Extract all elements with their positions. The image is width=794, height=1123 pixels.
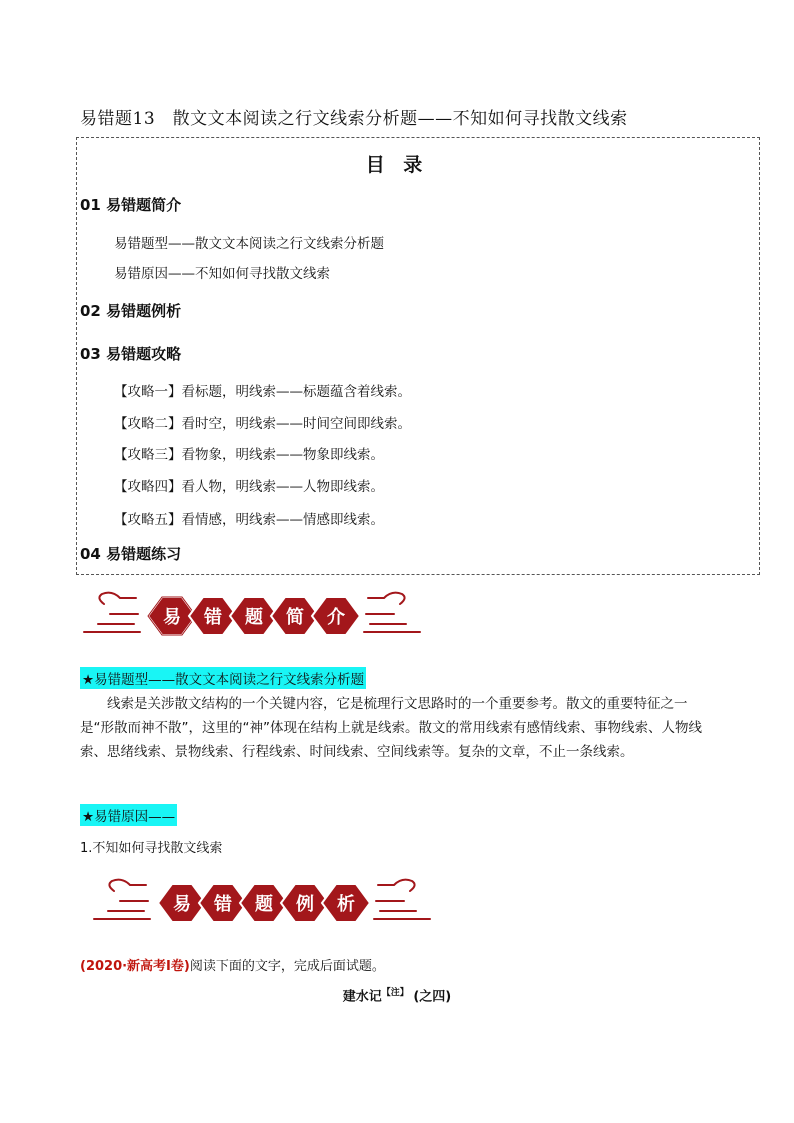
banner1-char-1: 易 <box>163 607 181 628</box>
example-source: (2020·新高考Ⅰ卷) <box>80 959 190 974</box>
example-instruction: 阅读下面的文字，完成后面试题。 <box>189 959 385 974</box>
toc-intro-item-type: 易错题型——散文文本阅读之行文线索分析题 <box>114 236 384 252</box>
type-section-label: ★易错题型——散文文本阅读之行文线索分析题 <box>80 667 366 689</box>
essay-note-marker: 【注】 <box>381 988 409 998</box>
essay-suffix: (之四) <box>413 989 452 1005</box>
toc-strategy-5: 【攻略五】看情感，明线索——情感即线索。 <box>114 512 384 528</box>
section-banner-intro <box>82 586 422 646</box>
banner1-char-2: 错 <box>204 607 222 628</box>
reason-item: 1.不知如何寻找散文线索 <box>80 841 223 856</box>
section-banner-example <box>92 873 432 933</box>
toc-heading: 目 录 <box>365 154 429 176</box>
banner1-char-5: 介 <box>327 607 345 628</box>
essay-title-line <box>0 985 794 1004</box>
toc-strategy-4: 【攻略四】看人物，明线索——人物即线索。 <box>114 479 384 495</box>
type-section-paragraph: 线索是关涉散文结构的一个关键内容，它是梳理行文思路时的一个重要参考。散文的重要特征之一是“形散而神不散”，这里的“神”体现在结构上就是线索。散文的常用线索有感情线索、事物线索、人物线索、思绪线索、景物线索、行程线索、时间线索、空间线索等。复杂的文章，不止一条线索。 <box>80 696 702 760</box>
essay-title: 建水记 <box>342 989 382 1005</box>
reason-section-label: ★易错原因—— <box>80 804 177 826</box>
toc-section-intro: 01 易错题简介 <box>80 196 182 214</box>
banner2-char-1: 易 <box>173 894 191 915</box>
banner1-char-4: 简 <box>286 607 304 628</box>
document-title: 易错题13 散文文本阅读之行文线索分析题——不知如何寻找散文线索 <box>80 109 628 129</box>
toc-section-example: 02 易错题例析 <box>80 302 182 320</box>
toc-section-practice: 04 易错题练习 <box>80 545 182 563</box>
toc-intro-item-reason: 易错原因——不知如何寻找散文线索 <box>114 266 330 282</box>
banner2-char-5: 析 <box>337 894 355 915</box>
toc-strategy-3: 【攻略三】看物象，明线索——物象即线索。 <box>114 447 384 463</box>
example-source-line <box>80 955 385 974</box>
toc-strategy-1: 【攻略一】看标题，明线索——标题蕴含着线索。 <box>114 384 411 400</box>
banner1-char-3: 题 <box>245 607 263 628</box>
banner2-char-2: 错 <box>214 894 232 915</box>
banner2-char-4: 例 <box>296 894 314 915</box>
toc-section-strategy: 03 易错题攻略 <box>80 345 182 363</box>
toc-strategy-2: 【攻略二】看时空，明线索——时间空间即线索。 <box>114 416 411 432</box>
banner2-char-3: 题 <box>255 894 273 915</box>
